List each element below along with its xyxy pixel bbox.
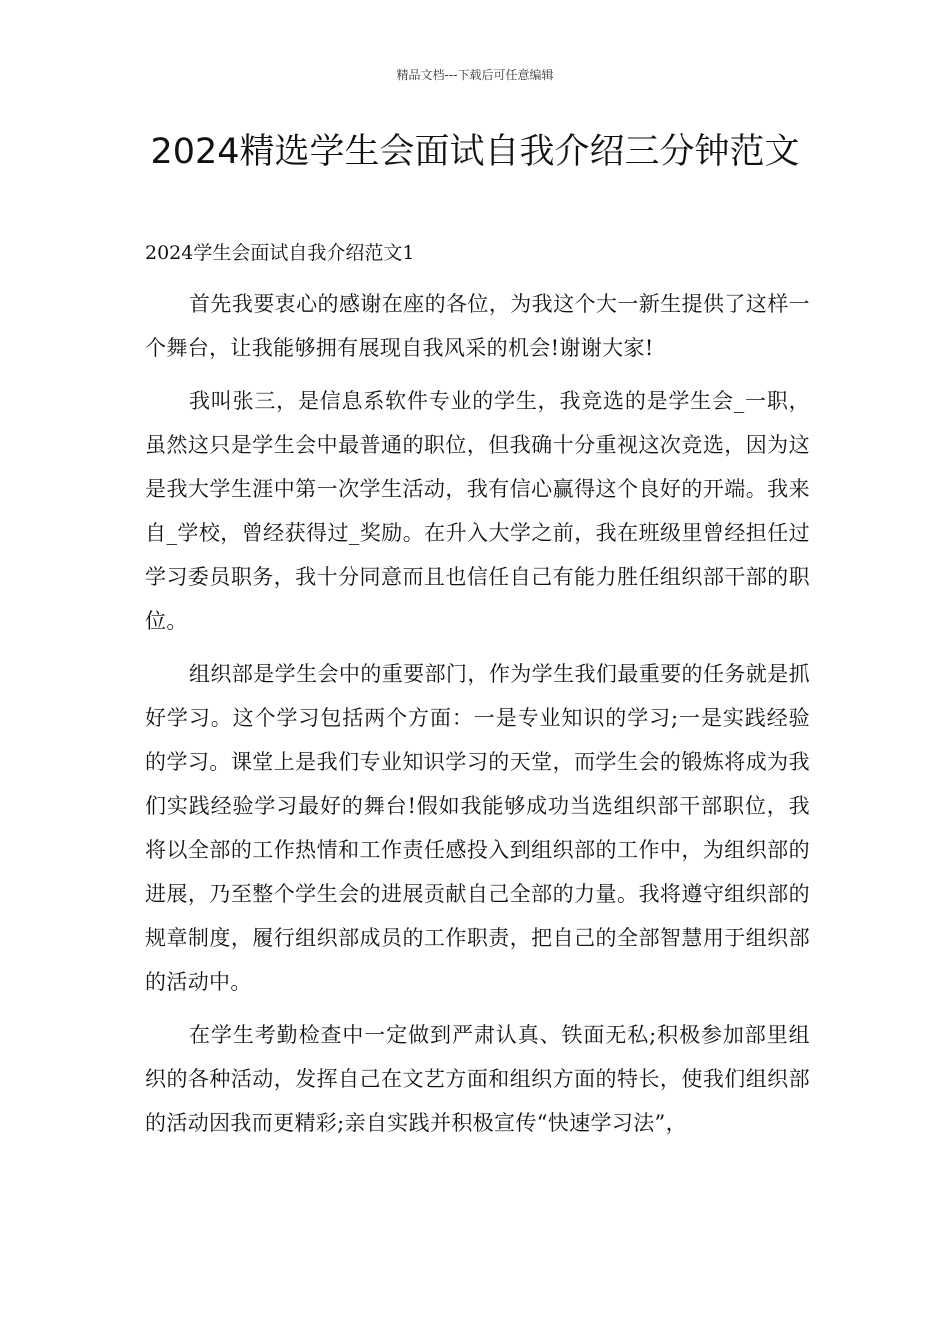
section-subtitle: 2024学生会面试自我介绍范文1 <box>145 242 415 264</box>
document-title: 2024精选学生会面试自我介绍三分钟范文 <box>150 132 800 172</box>
paragraph-3: 组织部是学生会中的重要部门，作为学生我们最重要的任务就是抓好学习。这个学习包括两个方面：一是专业知识的学习;一是实践经验的学习。课堂上是我们专业知识学习的天堂，而学生会的锻炼将成为我们实践经验学习最好的舞台!假如我能够成功当选组织部干部职位，我将以全部的工作热情和工作责任感投入到组织部的工作中，为组织部的进展，乃至整个学生会的进展贡献自己全部的力量。我将遵守组织部的规章制度，履行组织部成员的工作职责，把自己的全部智慧用于组织部的活动中。 <box>145 662 810 994</box>
header-note: 精品文档---下载后可任意编辑 <box>396 68 554 82</box>
paragraph-1: 首先我要衷心的感谢在座的各位，为我这个大一新生提供了这样一个舞台，让我能够拥有展现自我风采的机会!谢谢大家! <box>145 292 810 360</box>
paragraph-4: 在学生考勤检查中一定做到严肃认真、铁面无私;积极参加部里组织的各种活动，发挥自己在文艺方面和组织方面的特长，使我们组织部的活动因我而更精彩;亲自实践并积极宣传“快速学习法”， <box>145 1023 810 1135</box>
paragraph-2: 我叫张三，是信息系软件专业的学生，我竞选的是学生会_一职，虽然这只是学生会中最普通的职位，但我确十分重视这次竞选，因为这是我大学生涯中第一次学生活动，我有信心赢得这个良好的开端。我来自_学校，曾经获得过_奖励。在升入大学之前，我在班级里曾经担任过学习委员职务，我十分同意而且也信任自己有能力胜任组织部干部的职位。 <box>145 389 810 633</box>
document-body <box>145 282 810 1154</box>
